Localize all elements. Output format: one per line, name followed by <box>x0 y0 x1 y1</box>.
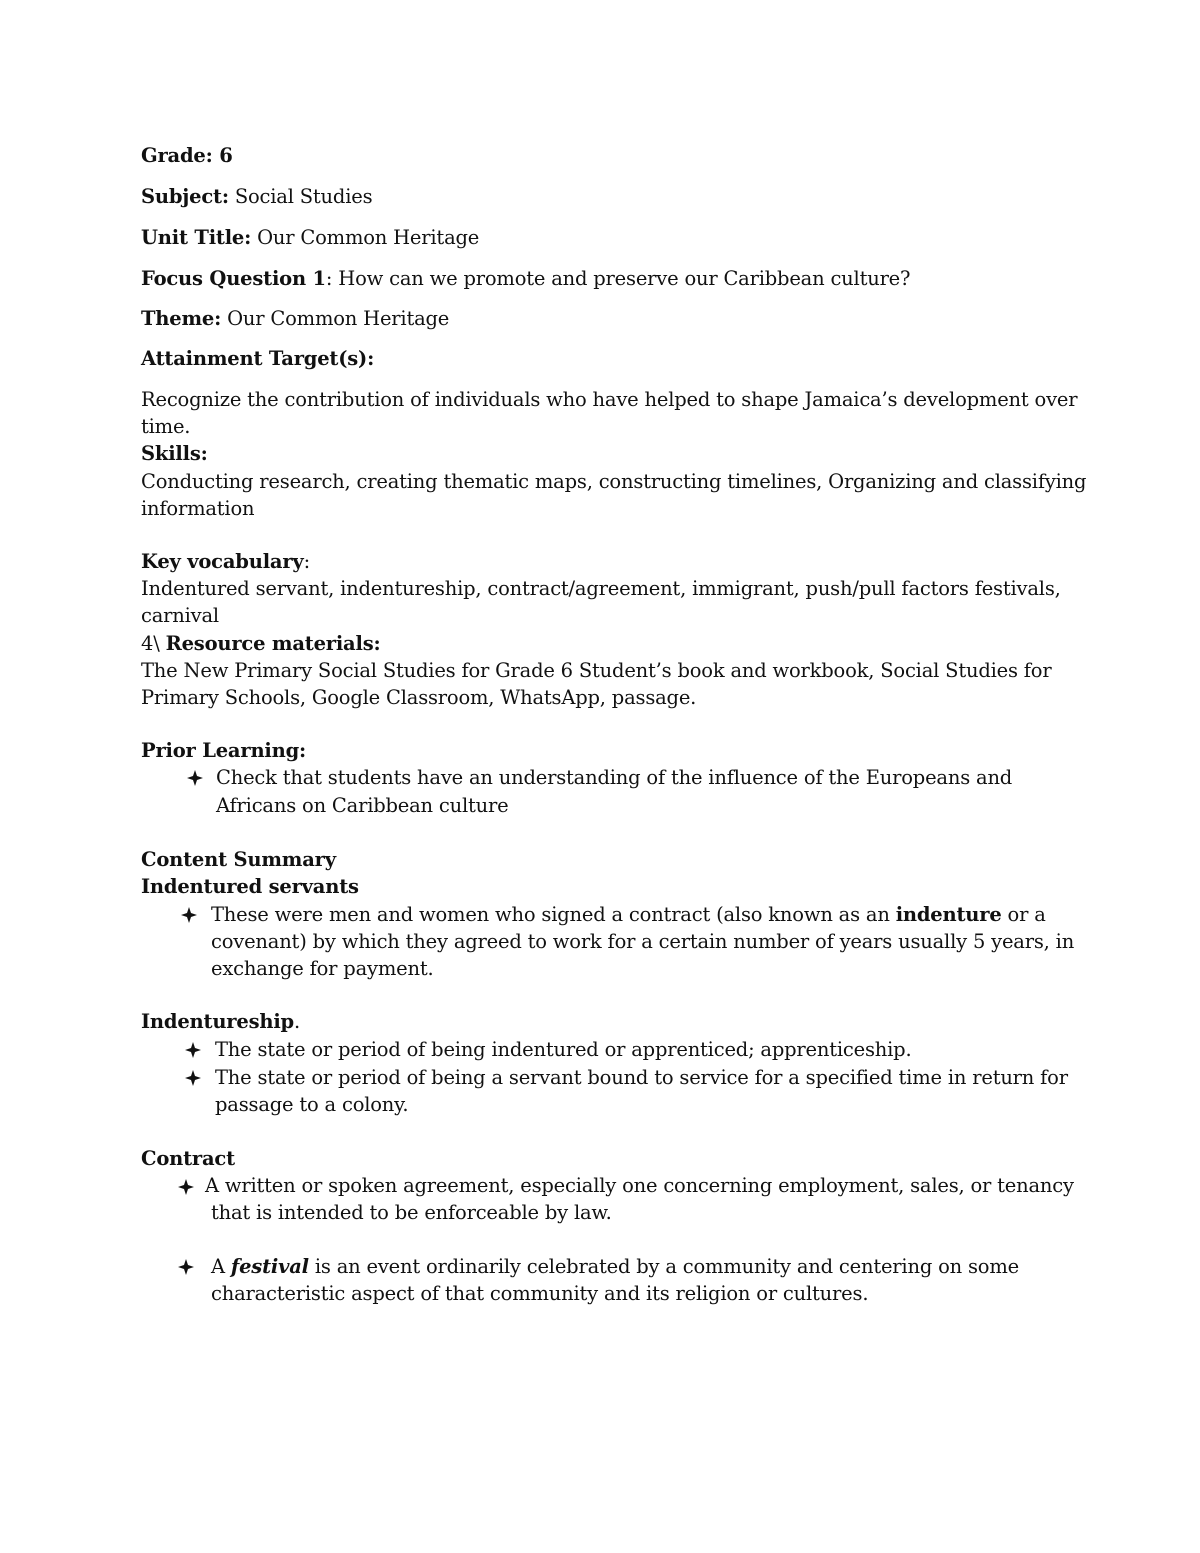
indentured-servants-heading: Indentured servants <box>141 875 359 898</box>
attainment-text-line-2: time. <box>141 415 191 438</box>
vocabulary-heading-line <box>141 548 310 575</box>
diamond-bullet-icon <box>184 1069 202 1087</box>
festival-bullet-line-1 <box>211 1253 1019 1280</box>
skills-text-line-1: Conducting research, creating thematic maps, constructing timelines, Organizing and classifying <box>141 470 1087 493</box>
subject-value: Social Studies <box>234 185 373 208</box>
subject-label: Subject: <box>141 185 229 208</box>
indentureship-bullet-2-line-1: The state or period of being a servant bound to service for a specified time in return for <box>215 1066 1068 1089</box>
vocabulary-text-line-1: Indentured servant, indentureship, contract/agreement, immigrant, push/pull factors festivals, <box>141 577 1061 600</box>
skills-text-line-2: information <box>141 497 255 520</box>
festival-text-after: is an event ordinarily celebrated by a community and centering on some <box>308 1255 1019 1278</box>
contract-heading: Contract <box>141 1147 235 1170</box>
attainment-text-line-1: Recognize the contribution of individuals who have helped to shape Jamaica’s development over <box>141 388 1078 411</box>
indentureship-bullet-1: The state or period of being indentured or apprenticed; apprenticeship. <box>215 1038 912 1061</box>
diamond-bullet-icon <box>184 1041 202 1059</box>
vocabulary-text-line-2: carnival <box>141 604 219 627</box>
resources-heading: Resource materials: <box>165 632 381 655</box>
grade-label: Grade: 6 <box>141 144 233 167</box>
indentured-bullet-line-2: covenant) by which they agreed to work for a certain number of years usually 5 years, in <box>211 930 1075 953</box>
focus-question-label: Focus Question 1 <box>141 267 326 290</box>
theme-value: Our Common Heritage <box>227 307 450 330</box>
prior-learning-bullet-line-2: Africans on Caribbean culture <box>216 794 509 817</box>
contract-bullet-line-2: that is intended to be enforceable by law. <box>211 1201 612 1224</box>
indentureship-period: . <box>293 1010 300 1033</box>
skills-heading: Skills: <box>141 442 208 465</box>
indenture-term: indenture <box>895 903 1002 926</box>
grade-line <box>141 142 233 169</box>
resources-prefix: 4\ <box>141 632 166 655</box>
diamond-bullet-icon <box>177 1178 195 1196</box>
indentured-text-after: or a <box>1001 903 1046 926</box>
festival-bullet-line-2: characteristic aspect of that community and its religion or cultures. <box>211 1282 869 1305</box>
unit-title-label: Unit Title: <box>141 226 252 249</box>
diamond-bullet-icon <box>186 769 204 787</box>
prior-learning-heading: Prior Learning: <box>141 739 307 762</box>
indentureship-heading: Indentureship <box>141 1010 294 1033</box>
indentureship-bullet-2-line-2: passage to a colony. <box>215 1093 409 1116</box>
resources-text-line-2: Primary Schools, Google Classroom, WhatsApp, passage. <box>141 686 697 709</box>
subject-line <box>141 183 372 210</box>
indentured-bullet-line-3: exchange for payment. <box>211 957 434 980</box>
prior-learning-bullet-line-1: Check that students have an understanding of the influence of the Europeans and <box>216 766 1013 789</box>
theme-label: Theme: <box>141 307 222 330</box>
diamond-bullet-icon <box>177 1258 195 1276</box>
indentured-bullet-line-1 <box>211 901 1046 928</box>
focus-question-line <box>141 265 910 292</box>
indentureship-heading-line <box>141 1008 300 1035</box>
vocabulary-colon: : <box>303 550 310 573</box>
indentured-text-before: These were men and women who signed a contract (also known as an <box>211 903 896 926</box>
focus-question-value: : How can we promote and preserve our Caribbean culture? <box>325 267 911 290</box>
festival-text-before: A <box>211 1255 231 1278</box>
resources-text-line-1: The New Primary Social Studies for Grade 6 Student’s book and workbook, Social Studies for <box>141 659 1052 682</box>
unit-title-value: Our Common Heritage <box>257 226 480 249</box>
contract-bullet-line-1: A written or spoken agreement, especially one concerning employment, sales, or tenancy <box>205 1174 1074 1197</box>
theme-line <box>141 305 449 332</box>
diamond-bullet-icon <box>180 906 198 924</box>
resources-heading-line <box>141 630 380 657</box>
vocabulary-heading: Key vocabulary <box>141 550 304 573</box>
unit-title-line <box>141 224 479 251</box>
attainment-heading: Attainment Target(s): <box>141 347 375 370</box>
festival-term: festival <box>230 1255 309 1278</box>
content-summary-heading: Content Summary <box>141 848 336 871</box>
